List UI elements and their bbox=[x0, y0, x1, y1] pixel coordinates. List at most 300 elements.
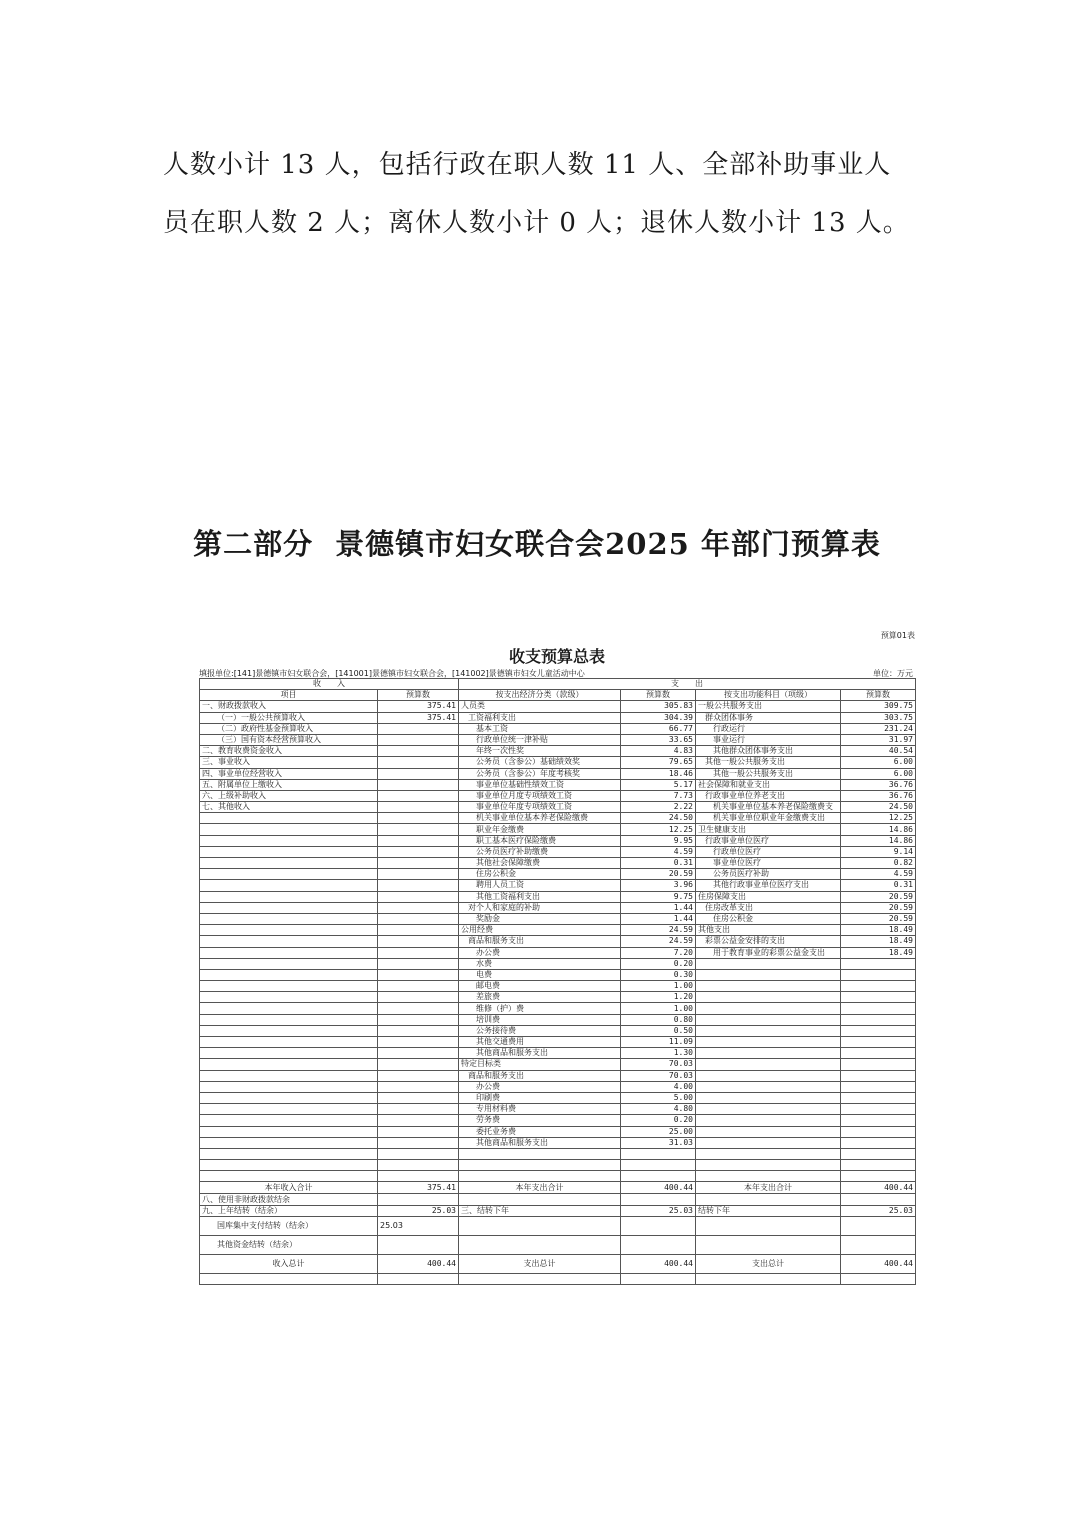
income-item bbox=[200, 913, 378, 924]
func-item: 机关事业单位职业年金缴费支出 bbox=[696, 813, 841, 824]
income-budget bbox=[378, 779, 459, 790]
func-budget: 6.00 bbox=[841, 757, 916, 768]
income-budget bbox=[378, 1137, 459, 1148]
func-budget bbox=[841, 1104, 916, 1115]
income-budget bbox=[378, 981, 459, 992]
func-budget: 36.76 bbox=[841, 790, 916, 801]
econ-item: 公用经费 bbox=[459, 925, 621, 936]
func-budget bbox=[841, 1092, 916, 1103]
income-item: （三）国有资本经营预算收入 bbox=[200, 734, 378, 745]
func-budget: 18.49 bbox=[841, 925, 916, 936]
econ-budget: 2.22 bbox=[621, 802, 696, 813]
econ-item: 行政单位统一津补贴 bbox=[459, 734, 621, 745]
func-item bbox=[696, 1014, 841, 1025]
table-row bbox=[200, 824, 916, 835]
econ-item: 公务接待费 bbox=[459, 1025, 621, 1036]
table-row bbox=[200, 712, 916, 723]
func-item: 行政单位医疗 bbox=[696, 846, 841, 857]
func-item: 其他一般公共服务支出 bbox=[696, 757, 841, 768]
func-budget: 303.75 bbox=[841, 712, 916, 723]
econ-budget: 18.46 bbox=[621, 768, 696, 779]
filler-unit: 填报单位:[141]景德镇市妇女联合会，[141001]景德镇市妇女联合会，[141002]景德镇市妇女儿童活动中心 bbox=[199, 669, 585, 678]
func-item: 公务员医疗补助 bbox=[696, 869, 841, 880]
year-expense-total-label-2: 本年支出合计 bbox=[696, 1182, 841, 1194]
table-row bbox=[200, 1126, 916, 1137]
income-item bbox=[200, 1003, 378, 1014]
carry-next-label-2: 结转下年 bbox=[696, 1205, 841, 1216]
func-item: 住房改革支出 bbox=[696, 902, 841, 913]
func-item: 其他支出 bbox=[696, 925, 841, 936]
table-row bbox=[200, 1092, 916, 1103]
intro-line-2: 员在职人数 2 人；离休人数小计 0 人；退休人数小计 13 人。 bbox=[163, 208, 910, 238]
econ-budget: 0.20 bbox=[621, 1115, 696, 1126]
func-budget bbox=[841, 958, 916, 969]
income-item bbox=[200, 925, 378, 936]
income-item bbox=[200, 824, 378, 835]
func-item: 卫生健康支出 bbox=[696, 824, 841, 835]
econ-budget: 3.96 bbox=[621, 880, 696, 891]
income-budget bbox=[378, 869, 459, 880]
table-row bbox=[200, 1048, 916, 1059]
func-budget bbox=[841, 1037, 916, 1048]
econ-item: 水费 bbox=[459, 958, 621, 969]
econ-item: 邮电费 bbox=[459, 981, 621, 992]
econ-item: 基本工资 bbox=[459, 723, 621, 734]
table-row bbox=[200, 746, 916, 757]
econ-item: 维修（护）费 bbox=[459, 1003, 621, 1014]
income-item bbox=[200, 1014, 378, 1025]
func-budget bbox=[841, 1059, 916, 1070]
income-budget bbox=[378, 757, 459, 768]
col-budget: 预算数 bbox=[378, 690, 459, 701]
income-budget bbox=[378, 1025, 459, 1036]
table-row bbox=[200, 969, 916, 980]
table-body bbox=[200, 701, 916, 1182]
func-budget bbox=[841, 1126, 916, 1137]
income-item bbox=[200, 869, 378, 880]
func-budget: 231.24 bbox=[841, 723, 916, 734]
func-item bbox=[696, 969, 841, 980]
income-budget bbox=[378, 790, 459, 801]
table-row bbox=[200, 835, 916, 846]
income-budget bbox=[378, 947, 459, 958]
econ-budget: 24.59 bbox=[621, 925, 696, 936]
expense-grand-2: 400.44 bbox=[841, 1254, 916, 1273]
income-budget bbox=[378, 1092, 459, 1103]
econ-item: 其他商品和服务支出 bbox=[459, 1048, 621, 1059]
econ-budget: 5.00 bbox=[621, 1092, 696, 1103]
income-item bbox=[200, 969, 378, 980]
expense-grand: 400.44 bbox=[621, 1254, 696, 1273]
table-row bbox=[200, 913, 916, 924]
func-item bbox=[696, 1003, 841, 1014]
econ-item: 其他商品和服务支出 bbox=[459, 1137, 621, 1148]
econ-budget: 24.50 bbox=[621, 813, 696, 824]
func-item bbox=[696, 1126, 841, 1137]
col-budget-3: 预算数 bbox=[841, 690, 916, 701]
income-budget bbox=[378, 835, 459, 846]
econ-item: 聘用人员工资 bbox=[459, 880, 621, 891]
income-budget bbox=[378, 913, 459, 924]
func-item: 其他行政事业单位医疗支出 bbox=[696, 880, 841, 891]
econ-item: 电费 bbox=[459, 969, 621, 980]
econ-item: 办公费 bbox=[459, 947, 621, 958]
table-row bbox=[200, 813, 916, 824]
econ-budget: 4.59 bbox=[621, 846, 696, 857]
income-budget bbox=[378, 1081, 459, 1092]
table-row bbox=[200, 1014, 916, 1025]
func-budget bbox=[841, 1081, 916, 1092]
sheet-title: 收支预算总表 bbox=[508, 647, 605, 666]
table-row bbox=[200, 802, 916, 813]
blank-row bbox=[200, 1160, 916, 1171]
income-item: 六、上级补助收入 bbox=[200, 790, 378, 801]
grand-total-row bbox=[200, 1254, 916, 1273]
table-row bbox=[200, 958, 916, 969]
func-item: 行政事业单位养老支出 bbox=[696, 790, 841, 801]
income-budget bbox=[378, 768, 459, 779]
col-item: 项目 bbox=[200, 690, 378, 701]
table-row bbox=[200, 891, 916, 902]
table-row bbox=[200, 779, 916, 790]
econ-item: 职工基本医疗保险缴费 bbox=[459, 835, 621, 846]
intro-line-1: 人数小计 13 人，包括行政在职人数 11 人、全部补助事业人 bbox=[163, 150, 892, 180]
econ-budget: 7.20 bbox=[621, 947, 696, 958]
budget-table bbox=[199, 678, 916, 1285]
carry-next-label: 三、结转下年 bbox=[459, 1205, 621, 1216]
income-budget: 375.41 bbox=[378, 712, 459, 723]
func-item: 社会保障和就业支出 bbox=[696, 779, 841, 790]
table-row bbox=[200, 790, 916, 801]
func-item bbox=[696, 1137, 841, 1148]
income-item bbox=[200, 846, 378, 857]
econ-budget: 1.00 bbox=[621, 981, 696, 992]
col-func: 按支出功能科目（项级） bbox=[696, 690, 841, 701]
income-item bbox=[200, 981, 378, 992]
econ-budget: 12.25 bbox=[621, 824, 696, 835]
income-item bbox=[200, 1104, 378, 1115]
econ-item: 住房公积金 bbox=[459, 869, 621, 880]
func-budget bbox=[841, 969, 916, 980]
econ-budget: 1.30 bbox=[621, 1048, 696, 1059]
econ-budget: 0.31 bbox=[621, 858, 696, 869]
func-item: 机关事业单位基本养老保险缴费支 bbox=[696, 802, 841, 813]
econ-budget: 9.75 bbox=[621, 891, 696, 902]
econ-item: 奖励金 bbox=[459, 913, 621, 924]
func-item: 行政运行 bbox=[696, 723, 841, 734]
table-row bbox=[200, 925, 916, 936]
econ-item: 其他交通费用 bbox=[459, 1037, 621, 1048]
income-budget bbox=[378, 734, 459, 745]
econ-budget: 4.00 bbox=[621, 1081, 696, 1092]
func-item: 其他群众团体事务支出 bbox=[696, 746, 841, 757]
econ-item: 差旅费 bbox=[459, 992, 621, 1003]
func-budget bbox=[841, 1025, 916, 1036]
econ-item: 专用材料费 bbox=[459, 1104, 621, 1115]
func-budget bbox=[841, 1137, 916, 1148]
func-budget bbox=[841, 1048, 916, 1059]
income-item bbox=[200, 1025, 378, 1036]
table-row bbox=[200, 869, 916, 880]
func-item: 一般公共服务支出 bbox=[696, 701, 841, 712]
income-item bbox=[200, 947, 378, 958]
treasury-label: 国库集中支付结转（结余） bbox=[200, 1216, 378, 1235]
econ-budget: 70.03 bbox=[621, 1070, 696, 1081]
econ-item: 人员类 bbox=[459, 701, 621, 712]
income-item bbox=[200, 880, 378, 891]
blank-row bbox=[200, 1171, 916, 1182]
income-budget bbox=[378, 1003, 459, 1014]
year-expense-total: 400.44 bbox=[621, 1182, 696, 1194]
econ-item: 培训费 bbox=[459, 1014, 621, 1025]
income-budget bbox=[378, 891, 459, 902]
econ-item: 年终一次性奖 bbox=[459, 746, 621, 757]
func-item: 其他一般公共服务支出 bbox=[696, 768, 841, 779]
table-row bbox=[200, 1003, 916, 1014]
econ-budget: 11.09 bbox=[621, 1037, 696, 1048]
econ-budget: 4.80 bbox=[621, 1104, 696, 1115]
econ-budget: 1.00 bbox=[621, 1003, 696, 1014]
econ-item: 公务员（含参公）基础绩效奖 bbox=[459, 757, 621, 768]
econ-item: 其他工资福利支出 bbox=[459, 891, 621, 902]
func-budget bbox=[841, 981, 916, 992]
income-item: 四、事业单位经营收入 bbox=[200, 768, 378, 779]
table-row bbox=[200, 858, 916, 869]
table-row bbox=[200, 1104, 916, 1115]
econ-budget: 7.73 bbox=[621, 790, 696, 801]
econ-item: 对个人和家庭的补助 bbox=[459, 902, 621, 913]
income-item bbox=[200, 858, 378, 869]
econ-budget: 31.03 bbox=[621, 1137, 696, 1148]
carry-prev-label: 九、上年结转（结余） bbox=[200, 1205, 378, 1216]
section-part: 第二部分 bbox=[193, 527, 314, 561]
func-budget: 309.75 bbox=[841, 701, 916, 712]
income-budget bbox=[378, 969, 459, 980]
income-item: 一、财政拨款收入 bbox=[200, 701, 378, 712]
carry-row bbox=[200, 1205, 916, 1216]
income-budget bbox=[378, 1126, 459, 1137]
func-item bbox=[696, 1081, 841, 1092]
income-budget bbox=[378, 1037, 459, 1048]
table-row bbox=[200, 734, 916, 745]
econ-item: 公务员（含参公）年度考核奖 bbox=[459, 768, 621, 779]
func-budget: 18.49 bbox=[841, 947, 916, 958]
income-item bbox=[200, 891, 378, 902]
econ-item: 劳务费 bbox=[459, 1115, 621, 1126]
year-total-row bbox=[200, 1182, 916, 1194]
econ-budget: 70.03 bbox=[621, 1059, 696, 1070]
income-budget bbox=[378, 1115, 459, 1126]
func-item bbox=[696, 981, 841, 992]
func-budget bbox=[841, 1115, 916, 1126]
income-budget bbox=[378, 936, 459, 947]
econ-item: 事业单位月度专项绩效工资 bbox=[459, 790, 621, 801]
econ-item: 特定目标类 bbox=[459, 1059, 621, 1070]
income-budget bbox=[378, 1059, 459, 1070]
income-budget bbox=[378, 992, 459, 1003]
table-row bbox=[200, 1081, 916, 1092]
year-expense-total-2: 400.44 bbox=[841, 1182, 916, 1194]
carry-prev: 25.03 bbox=[378, 1205, 459, 1216]
func-item bbox=[696, 1037, 841, 1048]
income-budget bbox=[378, 1070, 459, 1081]
func-budget: 14.86 bbox=[841, 824, 916, 835]
income-item bbox=[200, 992, 378, 1003]
func-item: 彩票公益金安排的支出 bbox=[696, 936, 841, 947]
income-grand: 400.44 bbox=[378, 1254, 459, 1273]
income-budget bbox=[378, 880, 459, 891]
func-budget: 9.14 bbox=[841, 846, 916, 857]
table-row bbox=[200, 701, 916, 712]
econ-budget: 0.30 bbox=[621, 969, 696, 980]
table-row bbox=[200, 768, 916, 779]
func-budget: 18.49 bbox=[841, 936, 916, 947]
table-row bbox=[200, 1025, 916, 1036]
table-row bbox=[200, 846, 916, 857]
income-budget bbox=[378, 846, 459, 857]
econ-budget: 1.44 bbox=[621, 902, 696, 913]
econ-budget: 4.83 bbox=[621, 746, 696, 757]
econ-budget: 0.80 bbox=[621, 1014, 696, 1025]
section-title: 景德镇市妇女联合会2025 年部门预算表 bbox=[335, 527, 881, 561]
econ-budget: 1.44 bbox=[621, 913, 696, 924]
year-income-total: 375.41 bbox=[378, 1182, 459, 1194]
income-item bbox=[200, 1115, 378, 1126]
func-budget: 20.59 bbox=[841, 902, 916, 913]
econ-budget: 25.00 bbox=[621, 1126, 696, 1137]
func-budget bbox=[841, 1003, 916, 1014]
col-econ: 按支出经济分类（款级） bbox=[459, 690, 621, 701]
econ-budget: 0.20 bbox=[621, 958, 696, 969]
func-budget: 36.76 bbox=[841, 779, 916, 790]
income-budget bbox=[378, 858, 459, 869]
func-budget: 24.50 bbox=[841, 802, 916, 813]
func-budget: 31.97 bbox=[841, 734, 916, 745]
non-fiscal-label: 八、使用非财政拨款结余 bbox=[200, 1194, 378, 1205]
income-budget: 375.41 bbox=[378, 701, 459, 712]
econ-budget: 305.83 bbox=[621, 701, 696, 712]
func-item: 住房公积金 bbox=[696, 913, 841, 924]
treasury-row bbox=[200, 1216, 916, 1235]
func-budget: 0.31 bbox=[841, 880, 916, 891]
table-row bbox=[200, 723, 916, 734]
non-fiscal-row bbox=[200, 1194, 916, 1205]
econ-item: 印刷费 bbox=[459, 1092, 621, 1103]
func-item bbox=[696, 1070, 841, 1081]
func-budget: 0.82 bbox=[841, 858, 916, 869]
econ-item: 职业年金缴费 bbox=[459, 824, 621, 835]
income-item bbox=[200, 1059, 378, 1070]
econ-budget: 5.17 bbox=[621, 779, 696, 790]
func-item bbox=[696, 1048, 841, 1059]
econ-budget: 304.39 bbox=[621, 712, 696, 723]
func-item bbox=[696, 1092, 841, 1103]
income-budget bbox=[378, 958, 459, 969]
income-header: 收 入 bbox=[200, 679, 459, 690]
func-item: 住房保障支出 bbox=[696, 891, 841, 902]
income-budget bbox=[378, 1014, 459, 1025]
table-row bbox=[200, 1115, 916, 1126]
col-budget-2: 预算数 bbox=[621, 690, 696, 701]
table-row bbox=[200, 757, 916, 768]
table-row bbox=[200, 1070, 916, 1081]
func-item bbox=[696, 1115, 841, 1126]
econ-budget: 66.77 bbox=[621, 723, 696, 734]
func-item bbox=[696, 1025, 841, 1036]
carry-next-2: 25.03 bbox=[841, 1205, 916, 1216]
expense-grand-label-2: 支出总计 bbox=[696, 1254, 841, 1273]
income-item bbox=[200, 835, 378, 846]
income-item bbox=[200, 1081, 378, 1092]
func-budget bbox=[841, 1070, 916, 1081]
income-item: 二、教育收费资金收入 bbox=[200, 746, 378, 757]
income-budget bbox=[378, 813, 459, 824]
table-row bbox=[200, 981, 916, 992]
table-row bbox=[200, 947, 916, 958]
income-item bbox=[200, 1137, 378, 1148]
income-item: 五、附属单位上缴收入 bbox=[200, 779, 378, 790]
unit-label: 单位：万元 bbox=[873, 669, 913, 678]
other-funds-label: 其他资金结转（结余） bbox=[200, 1235, 378, 1254]
func-item: 群众团体事务 bbox=[696, 712, 841, 723]
income-item bbox=[200, 936, 378, 947]
income-item bbox=[200, 1092, 378, 1103]
expense-grand-label: 支出总计 bbox=[459, 1254, 621, 1273]
econ-item: 公务员医疗补助缴费 bbox=[459, 846, 621, 857]
income-item bbox=[200, 1070, 378, 1081]
econ-budget: 1.20 bbox=[621, 992, 696, 1003]
econ-budget: 0.50 bbox=[621, 1025, 696, 1036]
econ-item: 办公费 bbox=[459, 1081, 621, 1092]
table-row bbox=[200, 936, 916, 947]
income-item bbox=[200, 1037, 378, 1048]
func-item bbox=[696, 1104, 841, 1115]
income-item bbox=[200, 958, 378, 969]
econ-budget: 24.59 bbox=[621, 936, 696, 947]
func-budget bbox=[841, 1014, 916, 1025]
income-budget bbox=[378, 925, 459, 936]
func-item bbox=[696, 992, 841, 1003]
econ-budget: 79.65 bbox=[621, 757, 696, 768]
func-item: 事业单位医疗 bbox=[696, 858, 841, 869]
func-item: 行政事业单位医疗 bbox=[696, 835, 841, 846]
income-item bbox=[200, 1048, 378, 1059]
income-item bbox=[200, 902, 378, 913]
func-budget: 12.25 bbox=[841, 813, 916, 824]
econ-item: 商品和服务支出 bbox=[459, 936, 621, 947]
func-budget: 20.59 bbox=[841, 891, 916, 902]
income-item bbox=[200, 813, 378, 824]
expense-header: 支 出 bbox=[459, 679, 916, 690]
func-item: 事业运行 bbox=[696, 734, 841, 745]
income-budget bbox=[378, 1048, 459, 1059]
econ-item: 机关事业单位基本养老保险缴费 bbox=[459, 813, 621, 824]
year-expense-total-label: 本年支出合计 bbox=[459, 1182, 621, 1194]
section-heading bbox=[0, 522, 1074, 563]
income-item: （一）一般公共预算收入 bbox=[200, 712, 378, 723]
income-grand-label: 收入总计 bbox=[200, 1254, 378, 1273]
func-budget: 14.86 bbox=[841, 835, 916, 846]
table-row bbox=[200, 1037, 916, 1048]
year-income-total-label: 本年收入合计 bbox=[200, 1182, 378, 1194]
income-budget bbox=[378, 802, 459, 813]
table-row bbox=[200, 880, 916, 891]
blank-row bbox=[200, 1273, 916, 1284]
func-budget: 4.59 bbox=[841, 869, 916, 880]
func-budget bbox=[841, 992, 916, 1003]
income-budget bbox=[378, 824, 459, 835]
income-budget bbox=[378, 1104, 459, 1115]
